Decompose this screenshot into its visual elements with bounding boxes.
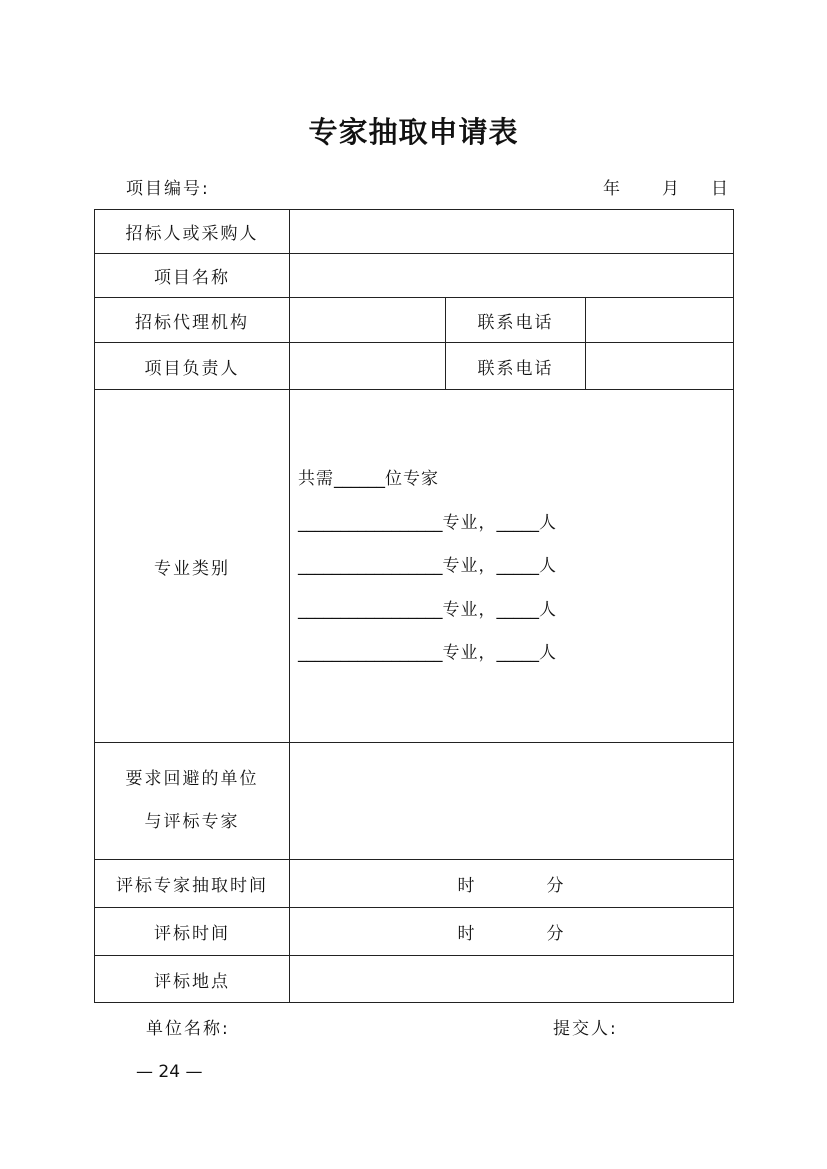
eval-time-field[interactable] (290, 908, 734, 956)
project-name-field[interactable] (290, 254, 734, 298)
hour-label: 时 (457, 876, 477, 896)
table-row (95, 908, 734, 956)
total-suffix: 位专家 (385, 469, 439, 489)
manager-phone-label: 联系电话 (446, 343, 586, 390)
eval-time-label: 评标时间 (95, 908, 290, 956)
minute-label: 分 (546, 924, 566, 944)
expert-total-line (298, 458, 733, 502)
person-label: 人 (539, 512, 557, 533)
project-name-label: 项目名称 (95, 254, 290, 298)
agency-field[interactable] (290, 298, 446, 343)
date-year-label: 年 (603, 179, 620, 199)
person-label: 人 (539, 556, 557, 576)
agency-phone-field[interactable] (586, 298, 734, 343)
major-line (298, 632, 733, 676)
count-blank[interactable]: _____ (496, 512, 539, 533)
manager-field[interactable] (290, 343, 446, 390)
minute-label: 分 (546, 876, 566, 896)
major-label: 专业， (442, 512, 497, 533)
major-label: 专业， (442, 599, 497, 620)
major-label: 专业， (442, 556, 497, 576)
table-row (95, 743, 734, 860)
unit-name-label: 单位名称: (146, 1019, 230, 1039)
major-blank[interactable]: _________________ (298, 512, 443, 533)
count-blank[interactable]: _____ (496, 643, 539, 663)
extract-time-field[interactable] (290, 860, 734, 908)
major-blank[interactable]: _________________ (298, 556, 443, 576)
submitter-label: 提交人: (553, 1019, 618, 1039)
count-blank[interactable]: _____ (496, 599, 539, 620)
date-month-label: 月 (662, 179, 679, 199)
avoid-label-line2: 与评标专家 (144, 812, 240, 832)
total-blank[interactable]: ______ (334, 469, 385, 489)
application-form-table (94, 209, 734, 1003)
major-line (298, 589, 733, 633)
table-row (95, 343, 734, 390)
specialty-quota-cell[interactable] (290, 390, 734, 743)
table-row (95, 956, 734, 1003)
tenderer-field[interactable] (290, 210, 734, 254)
project-number-label: 项目编号: (126, 179, 210, 199)
table-row (95, 254, 734, 298)
extract-time-label: 评标专家抽取时间 (95, 860, 290, 908)
person-label: 人 (539, 643, 557, 663)
table-row (95, 298, 734, 343)
person-label: 人 (539, 599, 557, 620)
avoid-label-line1: 要求回避的单位 (125, 769, 259, 789)
table-row (95, 860, 734, 908)
form-title: 专家抽取申请表 (308, 115, 519, 149)
eval-place-label: 评标地点 (95, 956, 290, 1003)
table-row (95, 210, 734, 254)
major-line (298, 545, 733, 589)
agency-phone-label: 联系电话 (446, 298, 586, 343)
avoid-label (95, 743, 290, 860)
eval-place-field[interactable] (290, 956, 734, 1003)
table-row (95, 390, 734, 743)
count-blank[interactable]: _____ (496, 556, 539, 576)
date-day-label: 日 (711, 179, 728, 199)
hour-label: 时 (457, 924, 477, 944)
specialty-label: 专业类别 (95, 390, 290, 743)
major-blank[interactable]: _________________ (298, 599, 443, 620)
major-line (298, 502, 733, 546)
page-number: — 24 — (136, 1062, 203, 1082)
agency-label: 招标代理机构 (95, 298, 290, 343)
major-label: 专业， (442, 643, 497, 663)
manager-phone-field[interactable] (586, 343, 734, 390)
manager-label: 项目负责人 (95, 343, 290, 390)
avoid-field[interactable] (290, 743, 734, 860)
total-prefix: 共需 (298, 469, 334, 489)
tenderer-label: 招标人或采购人 (95, 210, 290, 254)
major-blank[interactable]: _________________ (298, 643, 443, 663)
